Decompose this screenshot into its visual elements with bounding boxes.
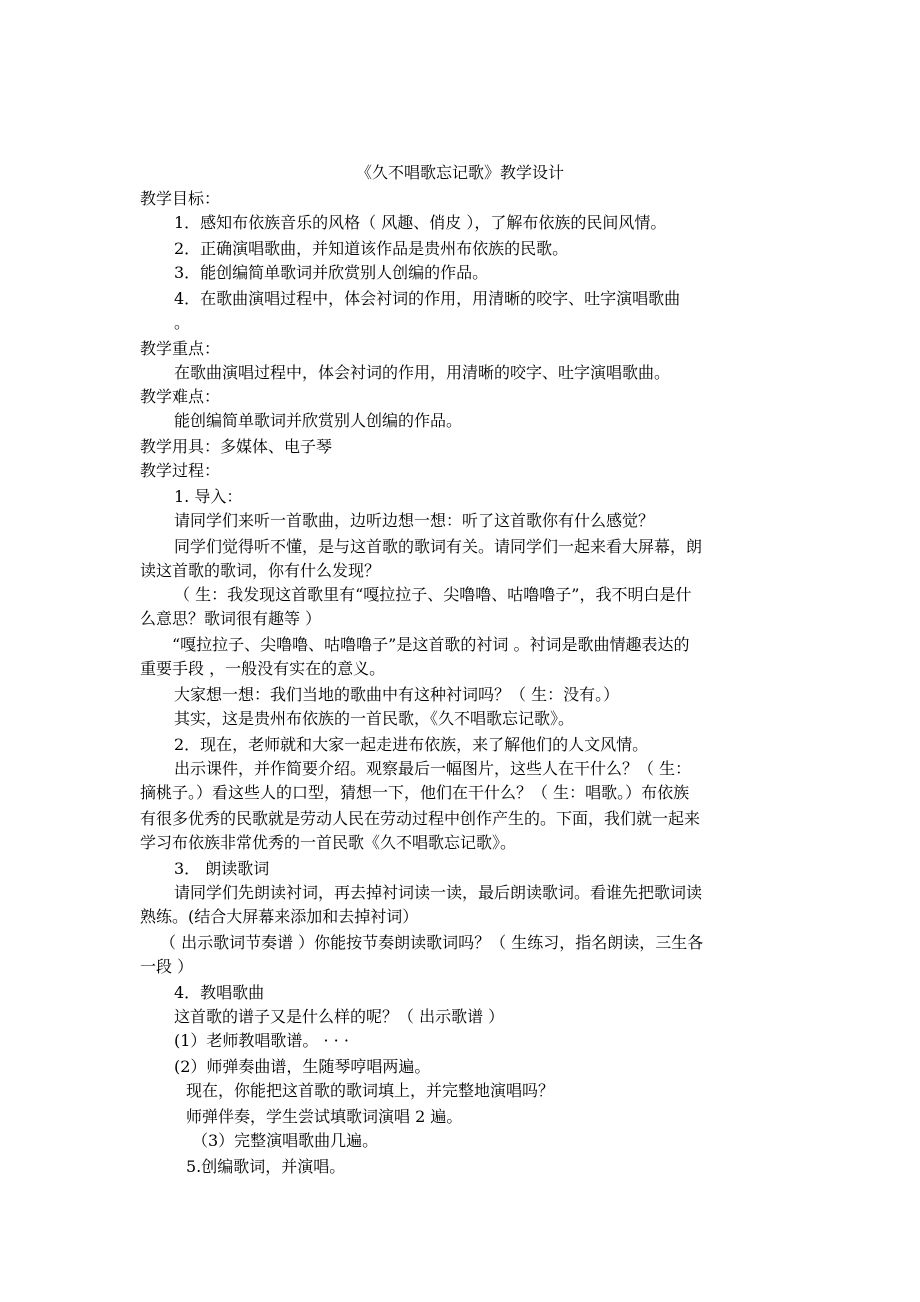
section-heading-key-points: 教学重点： [140,339,221,358]
paragraph-line: “嘎拉拉子、尖噜噜、咕噜噜子”是这首歌的衬词 。衬词是歌曲情趣表达的 [172,635,690,654]
objective-4-end: 。 [174,313,191,332]
step-5-heading: 5.创编歌词，并演唱。 [186,1157,346,1176]
paragraph-line: （ 出示歌词节奏谱 ）你能按节奏朗读歌词吗？（ 生练习，指名朗读，三生各 [160,933,704,952]
teaching-tools: 教学用具：多媒体、电子琴 [140,437,333,456]
step-4-heading: 4．教唱歌曲 [174,983,265,1002]
paragraph-line: 一段 ） [140,957,194,976]
paragraph-line: 大家想一想：我们当地的歌曲中有这种衬词吗？（ 生：没有。） [174,685,620,704]
paragraph-line: 么意思？歌词很有趣等 ） [140,609,322,628]
paragraph-line: 请同学们来听一首歌曲，边听边想一想：听了这首歌你有什么感觉？ [174,511,655,530]
objective-2: 2．正确演唱歌曲，并知道该作品是贵州布依族的民歌。 [174,239,569,258]
objective-3: 3．能创编简单歌词并欣赏别人创编的作品。 [174,263,489,282]
paragraph-line: 现在，你能把这首歌的歌词填上，并完整地演唱吗？ [186,1081,555,1100]
paragraph-line: 学习布依族非常优秀的一首民歌《久不唱歌忘记歌》。 [140,833,517,852]
difficulty-text: 能创编简单歌词并欣赏别人创编的作品。 [174,411,463,430]
objective-4: 4．在歌曲演唱过程中，体会衬词的作用，用清晰的咬字、吐字演唱歌曲 [174,289,681,308]
key-point-text: 在歌曲演唱过程中，体会衬词的作用，用清晰的咬字、吐字演唱歌曲。 [174,363,671,382]
section-heading-difficulties: 教学难点： [140,387,221,406]
paragraph-line: 重要手段 ，一般没有实在的意义。 [140,659,386,678]
step-3-heading: 3． 朗读歌词 [174,859,270,878]
section-heading-objectives: 教学目标： [140,189,221,208]
objective-1: 1．感知布依族音乐的风格（ 风趣、俏皮 ），了解布依族的民间风情。 [174,213,667,232]
sub-step-1: (1）老师教唱歌谱。 · · · [174,1031,349,1050]
paragraph-line: 摘桃子。）看这些人的口型，猜想一下，他们在干什么？（ 生：唱歌。）布依族 [140,783,690,802]
paragraph-line: 同学们觉得听不懂，是与这首歌的歌词有关。请同学们一起来看大屏幕，朗 [174,537,703,556]
paragraph-line: 有很多优秀的民歌就是劳动人民在劳动过程中创作产生的。下面，我们就一起来 [140,809,701,828]
paragraph-line: 请同学们先朗读衬词，再去掉衬词读一读，最后朗读歌词。看谁先把歌词读 [174,883,703,902]
section-heading-process: 教学过程： [140,461,221,480]
step-2-heading: 2．现在，老师就和大家一起走进布依族，来了解他们的人文风情。 [174,735,649,754]
document-title: 《久不唱歌忘记歌》教学设计 [355,163,564,182]
sub-step-2: (2）师弹奏曲谱，生随琴哼唱两遍。 [174,1057,431,1076]
paragraph-line: 这首歌的谱子又是什么样的呢？（ 出示歌谱 ） [174,1007,505,1026]
paragraph-line: 师弹伴奏，学生尝试填歌词演唱 2 遍。 [186,1107,463,1126]
paragraph-line: 熟练。(结合大屏幕来添加和去掉衬词） [140,907,419,926]
step-1-heading: 1. 导入： [174,487,243,506]
paragraph-line: （ 生：我发现这首歌里有“嘎拉拉子、尖噜噜、咕噜噜子”，我不明白是什 [174,585,692,604]
paragraph-line: 出示课件，并作简要介绍。观察最后一幅图片，这些人在干什么？（ 生： [174,759,692,778]
paragraph-line: 读这首歌的歌词，你有什么发现？ [140,561,381,580]
paragraph-line: 其实，这是贵州布依族的一首民歌，《久不唱歌忘记歌》。 [174,709,575,728]
sub-step-3: （3）完整演唱歌曲几遍。 [192,1131,379,1150]
